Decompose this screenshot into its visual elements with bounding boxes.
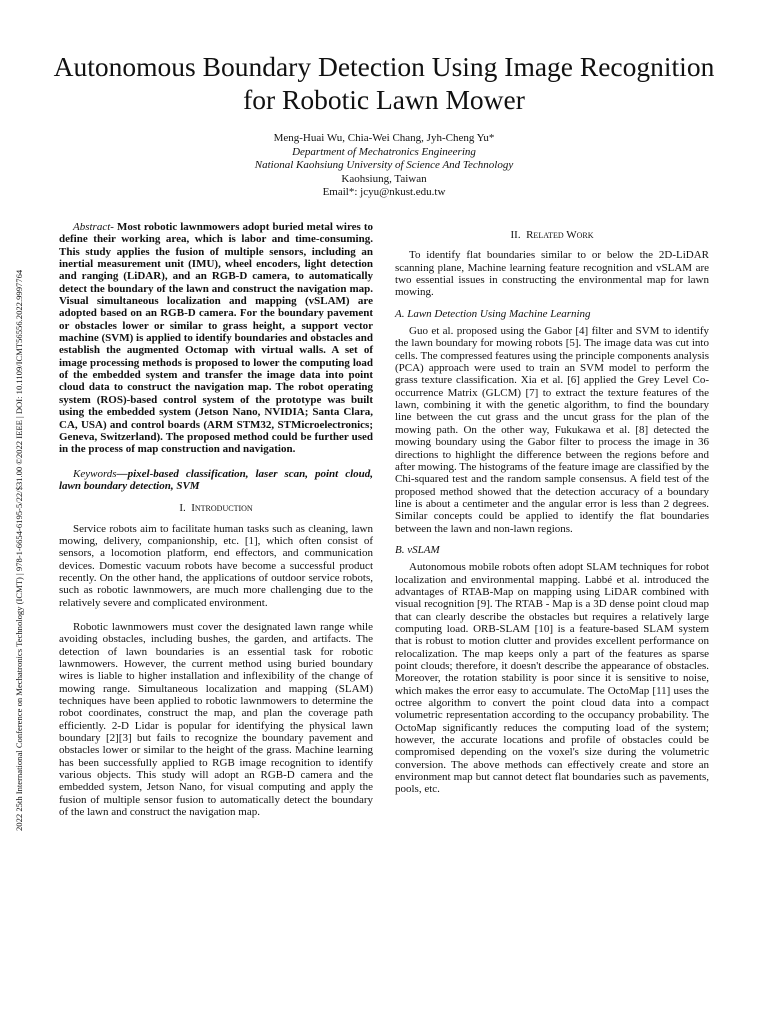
section-number: II. bbox=[510, 229, 521, 241]
section-title: Introduction bbox=[191, 502, 253, 515]
keywords-text: —pixel-based classification, laser scan, point cloud, lawn boundary detection, SVM bbox=[59, 467, 373, 492]
abstract-label: Abstract- bbox=[73, 221, 114, 233]
abstract-text: Most robotic lawnmowers adopt buried metal wires to define their working area, which is labor and time-consuming. This study applies the fusion of multiple sensors, including an inertial measurement unit (IMU), wheel encoders, light detection and ranging (LiDAR), and an RGB-D camera, to automatically detect the boundary of the lawn and construct the navigation map. Visual simultaneous localization and mapping (vSLAM) are adopted based on an RGB-D camera. For the boundary pavement or obstacles lower or similar to grass height, a support vector machine (SVM) is applied to identify boundaries and obstacles and establish the augmented Octomap with virtual walls. A set of image processing methods is proposed to lower the computing load of the embedded system and transfer the image data into point cloud data to construct the navigation map. The robot operating system (ROS)-based control system of the prototype was built using the embedded system (Jetson Nano, NVIDIA; Santa Clara, CA, USA) and control boards (ARM STM32, STMicroelectronics; Geneva, Switzerland). The proposed method could be further used in the process of map construction and navigation. bbox=[59, 221, 373, 456]
publication-side-note: 2022 25th International Conference on Mechatronics Technology (ICMT) | 978-1-6654-6195-5/22/$31.00 ©2022 IEEE | DOI: 10.1109/ICMT56556.2022.9997764 bbox=[14, 269, 24, 831]
keywords-paragraph bbox=[59, 468, 373, 493]
intro-paragraph-1: Service robots aim to facilitate human tasks such as cleaning, lawn mowing, delivery, companionship, etc. [1], which often consist of sensors, a locomotion platform, end effectors, and communication devices. Domestic vacuum robots have become a successful product recently. On the other hand, the applications of outdoor service robots, such as robotic lawnmowers, are much more challenging due to the relatively severe and complicated environment. bbox=[59, 522, 373, 609]
paper-title: Autonomous Boundary Detection Using Image Recognition for Robotic Lawn Mower bbox=[53, 51, 715, 115]
left-column bbox=[59, 221, 373, 818]
section-title: Related Work bbox=[526, 229, 594, 241]
subsection-heading-lawn-detection: A. Lawn Detection Using Machine Learning bbox=[395, 307, 591, 320]
abstract-paragraph bbox=[59, 221, 373, 456]
vslam-paragraph: Autonomous mobile robots often adopt SLAM techniques for robot localization and environmental mapping. Labbé et al. introduced the advantages of RTAB-Map on mapping using LiDAR combined with visual recognition [9]. The RTAB - Map is a 3D dense point cloud map that can clearly describe the obstacles but requires a relatively large computing load. ORB-SLAM [10] is a feature-based SLAM system that is robust to motion clutter and provides excellent performance on relocalization. The map keeps only a part of the features as sparse point clouds; therefore, it doesn't describe the appearance of obstacles. Moreover, the rotation stability is poor since it is sensitive to noise, which makes the error easy to accumulate. The OctoMap [11] uses the octree algorithm to convert the point cloud data into a compact volumetric representation according to the occupancy probability. The OctoMap significantly reduces the computing load of the system; however, the accurate locations and profile of obstacles could be compromised depending on the voxel's size during the volumetric conversion. The above methods can effectively create and store an environment map but cannot detect flat boundaries such as pavements, pools, etc. bbox=[395, 561, 709, 796]
subsection-heading-vslam: B. vSLAM bbox=[395, 543, 440, 556]
author-block bbox=[134, 132, 634, 200]
intro-paragraph-2: Robotic lawnmowers must cover the designated lawn range while avoiding obstacles, including bushes, the garden, and artifacts. The detection of lawn boundaries is an essential task for robotic lawnmowers. However, the current method using buried boundary wires is liable to higher installation and inflexibility of the change of mowing range. Simultaneous localization and mapping (SLAM) techniques have been applied to robotic lawnmowers to determine the robot coordinates, construct the map, and plan the coverage path efficiently. 2-D Lidar is popular for identifying the physical lawn boundary [2][3] but fails to recognize the boundary pavement and obstacles lower or similar to the height of the grass. Machine learning has been successfully applied to RGB image recognition to identify various objects. This study will adopt an RGB-D camera and the embedded system, Jetson Nano, for visual computing and apply the fusion of multiple sensor fusion to automatically detect the boundary of the lawn and construct the navigation map. bbox=[59, 620, 373, 819]
author-location: Kaohsiung, Taiwan bbox=[341, 172, 427, 185]
lawn-detection-paragraph: Guo et al. proposed using the Gabor [4] filter and SVM to identify the lawn boundary for mowing robots [5]. The image data was cut into cells. The compressed features using the principle components analysis (PCA) approach were used to train an SVM model to perform the grass texture classification. Xia et al. [6] applied the Grey Level Co-occurrence Matrix (GLCM) [7] to extract the texture features of the lawn, combining it with the genetic algorithm, to find the boundary line between the cut grass and the uncut grass for the plan of the mowing path. On the other way, Fukukawa et al. [8] detected the mowing boundary using the Gabor filter to process the image in 36 directions to highlight the difference between the regions before and after mowing. The histograms of the feature image are classified by the Chi-squared test and the random sample consensus. A field test of the proposed method showed that the detection accuracy of a boundary line is about a centimeter and the angular error is less than 2 degrees. Similar concepts could be applied to identify the flat boundaries between the lawn and non-lawn regions. bbox=[395, 325, 709, 535]
author-names: Meng-Huai Wu, Chia-Wei Chang, Jyh-Cheng Yu* bbox=[273, 132, 495, 144]
section-heading-introduction bbox=[59, 502, 373, 514]
right-column bbox=[395, 229, 709, 796]
keywords-label: Keywords bbox=[73, 467, 117, 480]
section-number: I. bbox=[179, 502, 186, 515]
author-email: Email*: jcyu@nkust.edu.tw bbox=[322, 186, 446, 198]
author-university: National Kaohsiung University of Science And Technology bbox=[254, 159, 514, 171]
related-work-paragraph-1: To identify flat boundaries similar to or below the 2D-LiDAR scanning plane, Machine learning feature recognition and vSLAM are two essential issues in constructing the environmental map for lawn mowing. bbox=[395, 249, 709, 299]
author-department: Department of Mechatronics Engineering bbox=[292, 145, 476, 158]
section-heading-related-work bbox=[395, 229, 709, 241]
